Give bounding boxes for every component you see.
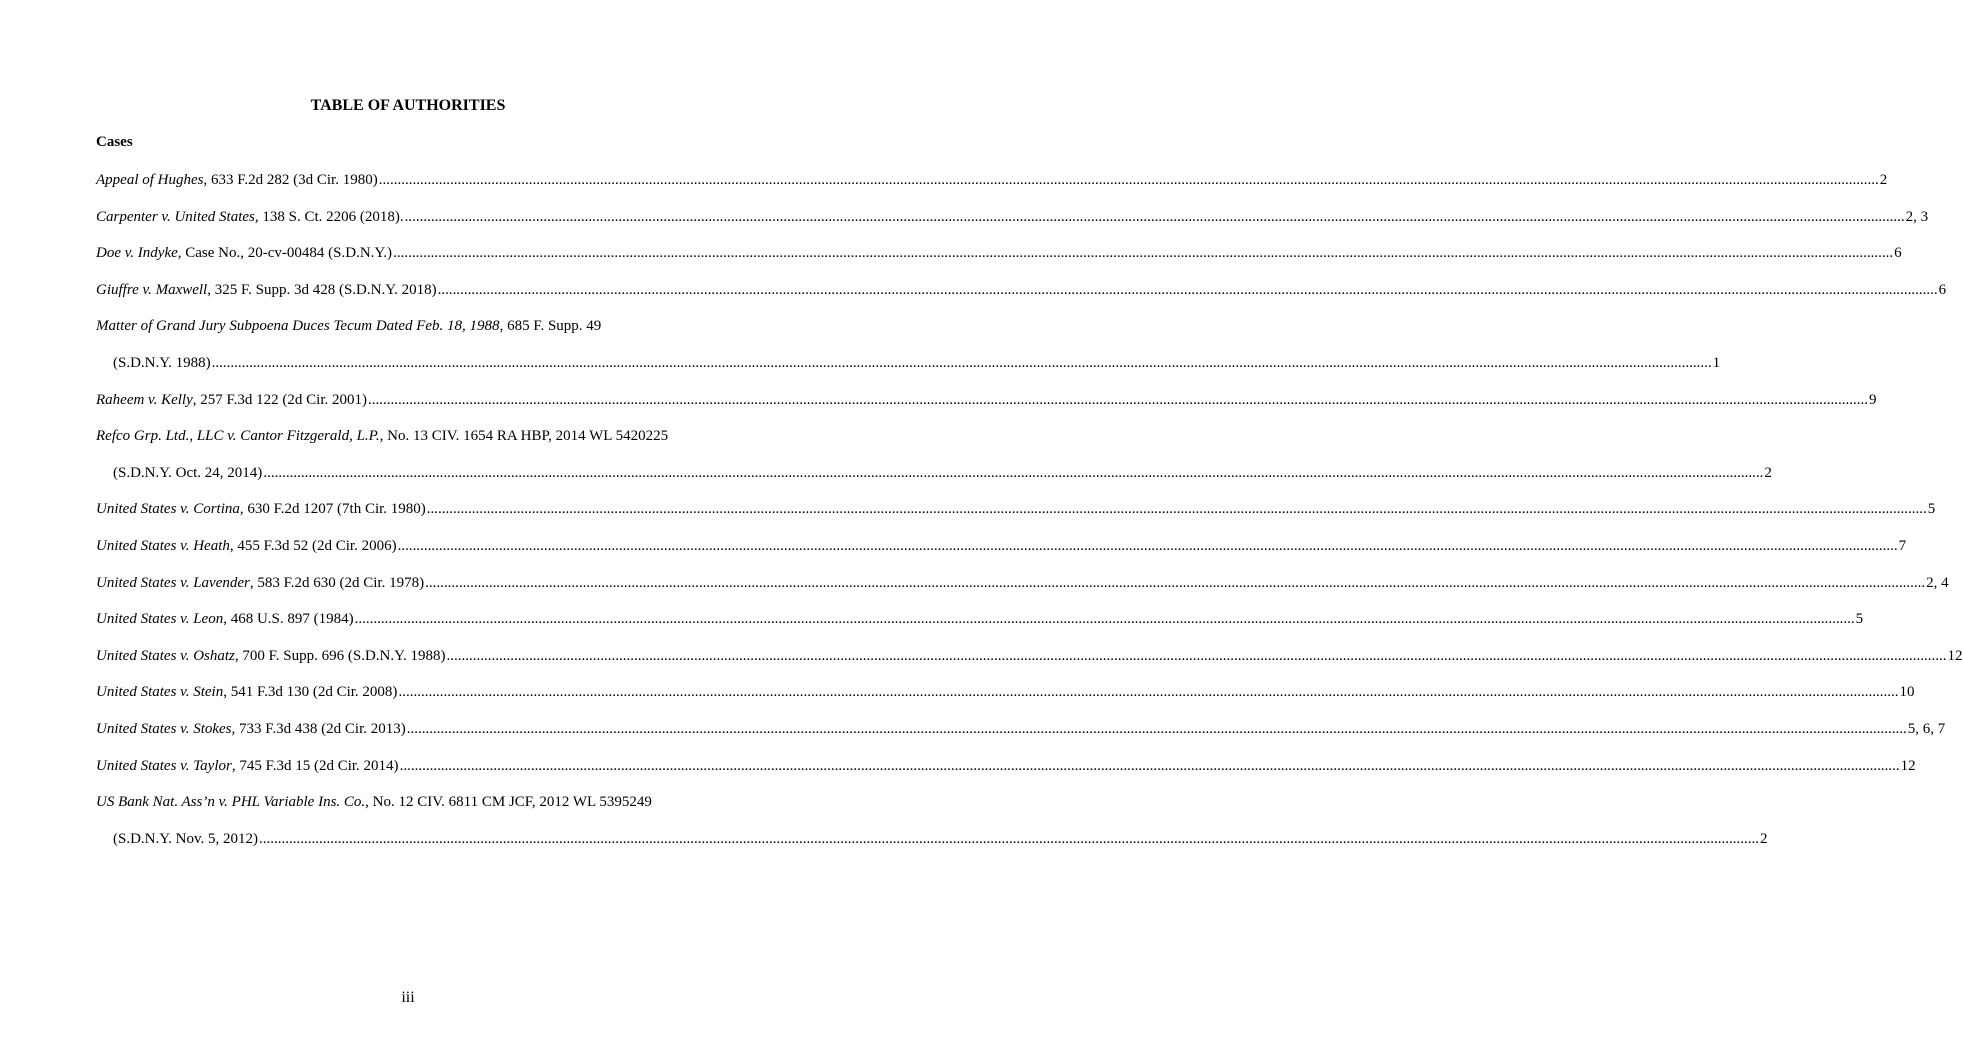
dot-leader: ................................................................................................................................................................................................................................................................................................................................................................................................................: [393, 245, 1894, 262]
case-name: United States v. Cortina: [96, 501, 240, 518]
dot-leader: ................................................................................................................................................................................................................................................................................................................................................................................................................: [397, 537, 1898, 554]
case-name: United States v. Leon: [96, 611, 224, 628]
authority-entry: [96, 390, 1877, 427]
citation-text: [96, 426, 668, 446]
authority-entry: [96, 792, 720, 829]
citation-text: [113, 463, 262, 483]
citation-detail: , 455 F.3d 52 (2d Cir. 2006): [229, 537, 397, 554]
citation-detail: , 630 F.2d 1207 (7th Cir. 1980): [239, 501, 426, 518]
case-name: Matter of Grand Jury Subpoena Duces Tecum Dated Feb. 18, 1988: [96, 318, 500, 335]
citation-detail: , 685 F. Supp. 49: [499, 318, 602, 335]
citation-detail: , 541 F.3d 130 (2d Cir. 2008): [223, 684, 398, 701]
citation-detail: , 325 F. Supp. 3d 428 (S.D.N.Y. 2018): [207, 281, 437, 298]
dot-leader: ................................................................................................................................................................................................................................................................................................................................................................................................................: [211, 354, 1712, 371]
citation-detail: , 700 F. Supp. 696 (S.D.N.Y. 1988): [234, 647, 446, 664]
dot-leader: ................................................................................................................................................................................................................................................................................................................................................................................................................: [399, 757, 1900, 774]
dot-leader: ................................................................................................................................................................................................................................................................................................................................................................................................................: [426, 501, 1927, 518]
authority-entry: [96, 170, 1888, 207]
case-name: Raheem v. Kelly: [96, 391, 193, 408]
page-reference: 6: [1894, 245, 1902, 262]
page-reference: 6: [1938, 281, 1947, 298]
citation-detail: , Case No., 20-cv-00484 (S.D.N.Y.): [177, 245, 393, 262]
case-name: Refco Grp. Ltd., LLC v. Cantor Fitzgerald, L.P.: [96, 428, 380, 445]
page-title: TABLE OF AUTHORITIES: [310, 97, 506, 114]
citation-detail: (S.D.N.Y. Nov. 5, 2012): [113, 830, 259, 847]
dot-leader: ................................................................................................................................................................................................................................................................................................................................................................................................................: [446, 647, 1947, 664]
case-name: United States v. Heath: [96, 537, 230, 554]
page-reference: 5: [1927, 501, 1936, 518]
citation-text: [96, 499, 426, 519]
case-name: United States v. Stein: [96, 684, 224, 701]
authority-entry-continuation: [96, 463, 1772, 500]
case-name: US Bank Nat. Ass’n v. PHL Variable Ins. Co.: [96, 794, 366, 811]
citation-text: [113, 353, 211, 373]
authority-entry: [96, 426, 720, 463]
dot-leader: ................................................................................................................................................................................................................................................................................................................................................................................................................: [263, 464, 1764, 481]
section-heading-cases: Cases: [96, 134, 133, 150]
authority-entry: [96, 316, 720, 353]
page-reference: 2: [1760, 830, 1768, 847]
authority-entry-continuation: [96, 353, 1721, 390]
dot-leader: ................................................................................................................................................................................................................................................................................................................................................................................................................: [398, 684, 1899, 701]
page-reference: 10: [1899, 684, 1915, 701]
page-reference: 12: [1900, 757, 1916, 774]
citation-text: [96, 536, 397, 556]
authority-entry: [96, 499, 1936, 536]
case-name: Carpenter v. United States: [96, 208, 255, 225]
page-reference: 2: [1764, 464, 1772, 481]
authority-entry: [96, 719, 1946, 756]
citation-text: [96, 573, 424, 593]
citation-text: [113, 829, 258, 849]
citation-text: [96, 207, 404, 227]
page-reference: 2: [1879, 172, 1888, 188]
authority-entry: [96, 573, 1949, 610]
case-name: United States v. Stokes: [96, 720, 232, 737]
citation-detail: , No. 13 CIV. 1654 RA HBP, 2014 WL 5420225: [379, 428, 669, 445]
citation-detail: , 733 F.3d 438 (2d Cir. 2013): [231, 720, 406, 737]
dot-leader: ................................................................................................................................................................................................................................................................................................................................................................................................................: [259, 830, 1760, 847]
case-name: United States v. Oshatz: [96, 647, 235, 664]
case-name: Doe v. Indyke: [96, 245, 178, 262]
case-name: Appeal of Hughes: [96, 172, 204, 188]
citation-text: [96, 280, 437, 300]
citation-text: [96, 756, 399, 776]
citation-text: [96, 390, 367, 410]
page-reference: 1: [1712, 354, 1721, 371]
case-name: Giuffre v. Maxwell: [96, 281, 208, 298]
dot-leader: ................................................................................................................................................................................................................................................................................................................................................................................................................: [378, 172, 1879, 188]
dot-leader: ................................................................................................................................................................................................................................................................................................................................................................................................................: [368, 391, 1868, 408]
dot-leader: ................................................................................................................................................................................................................................................................................................................................................................................................................: [437, 281, 1938, 298]
authority-entry: [96, 682, 1915, 719]
citation-text: [96, 646, 446, 666]
authority-entry: [96, 243, 1902, 280]
citation-detail: , 257 F.3d 122 (2d Cir. 2001): [192, 391, 367, 408]
authority-entry: [96, 280, 1947, 317]
citation-detail: , 745 F.3d 15 (2d Cir. 2014): [231, 757, 399, 774]
authority-entry-continuation: [96, 829, 1768, 866]
citation-text: [96, 719, 406, 739]
authority-entry: [96, 646, 1963, 683]
page-reference: 9: [1869, 391, 1877, 408]
citation-text: [96, 170, 378, 190]
page-reference: 5: [1855, 611, 1864, 628]
authority-entry: [96, 207, 1929, 244]
authority-entry: [96, 536, 1907, 573]
citation-detail: , 633 F.2d 282 (3d Cir. 1980): [203, 172, 378, 188]
citation-detail: , 138 S. Ct. 2206 (2018).: [254, 208, 404, 225]
page-reference: 12: [1947, 647, 1963, 664]
citation-detail: , No. 12 CIV. 6811 CM JCF, 2012 WL 5395249: [365, 794, 652, 811]
page-reference: 2, 3: [1905, 208, 1929, 225]
citation-detail: (S.D.N.Y. Oct. 24, 2014): [113, 464, 263, 481]
citation-text: [96, 609, 354, 629]
page-number: iii: [401, 989, 415, 1006]
page-reference: 5, 6, 7: [1907, 720, 1946, 737]
citation-text: [96, 243, 392, 263]
page-reference: 7: [1898, 537, 1907, 554]
dot-leader: ................................................................................................................................................................................................................................................................................................................................................................................................................: [425, 574, 1926, 591]
dot-leader: ................................................................................................................................................................................................................................................................................................................................................................................................................: [404, 208, 1905, 225]
citation-detail: , 583 F.2d 630 (2d Cir. 1978): [249, 574, 425, 591]
citation-text: [96, 682, 397, 702]
table-of-authorities: [96, 170, 1963, 865]
case-name: United States v. Lavender: [96, 574, 250, 591]
citation-detail: , 468 U.S. 897 (1984): [223, 611, 354, 628]
citation-detail: (S.D.N.Y. 1988): [113, 354, 211, 371]
authority-entry: [96, 609, 1864, 646]
page-reference: 2, 4: [1926, 574, 1949, 591]
authority-entry: [96, 756, 1916, 793]
dot-leader: ................................................................................................................................................................................................................................................................................................................................................................................................................: [354, 611, 1855, 628]
citation-text: [96, 792, 652, 812]
dot-leader: ................................................................................................................................................................................................................................................................................................................................................................................................................: [406, 720, 1907, 737]
case-name: United States v. Taylor: [96, 757, 232, 774]
citation-text: [96, 316, 601, 336]
